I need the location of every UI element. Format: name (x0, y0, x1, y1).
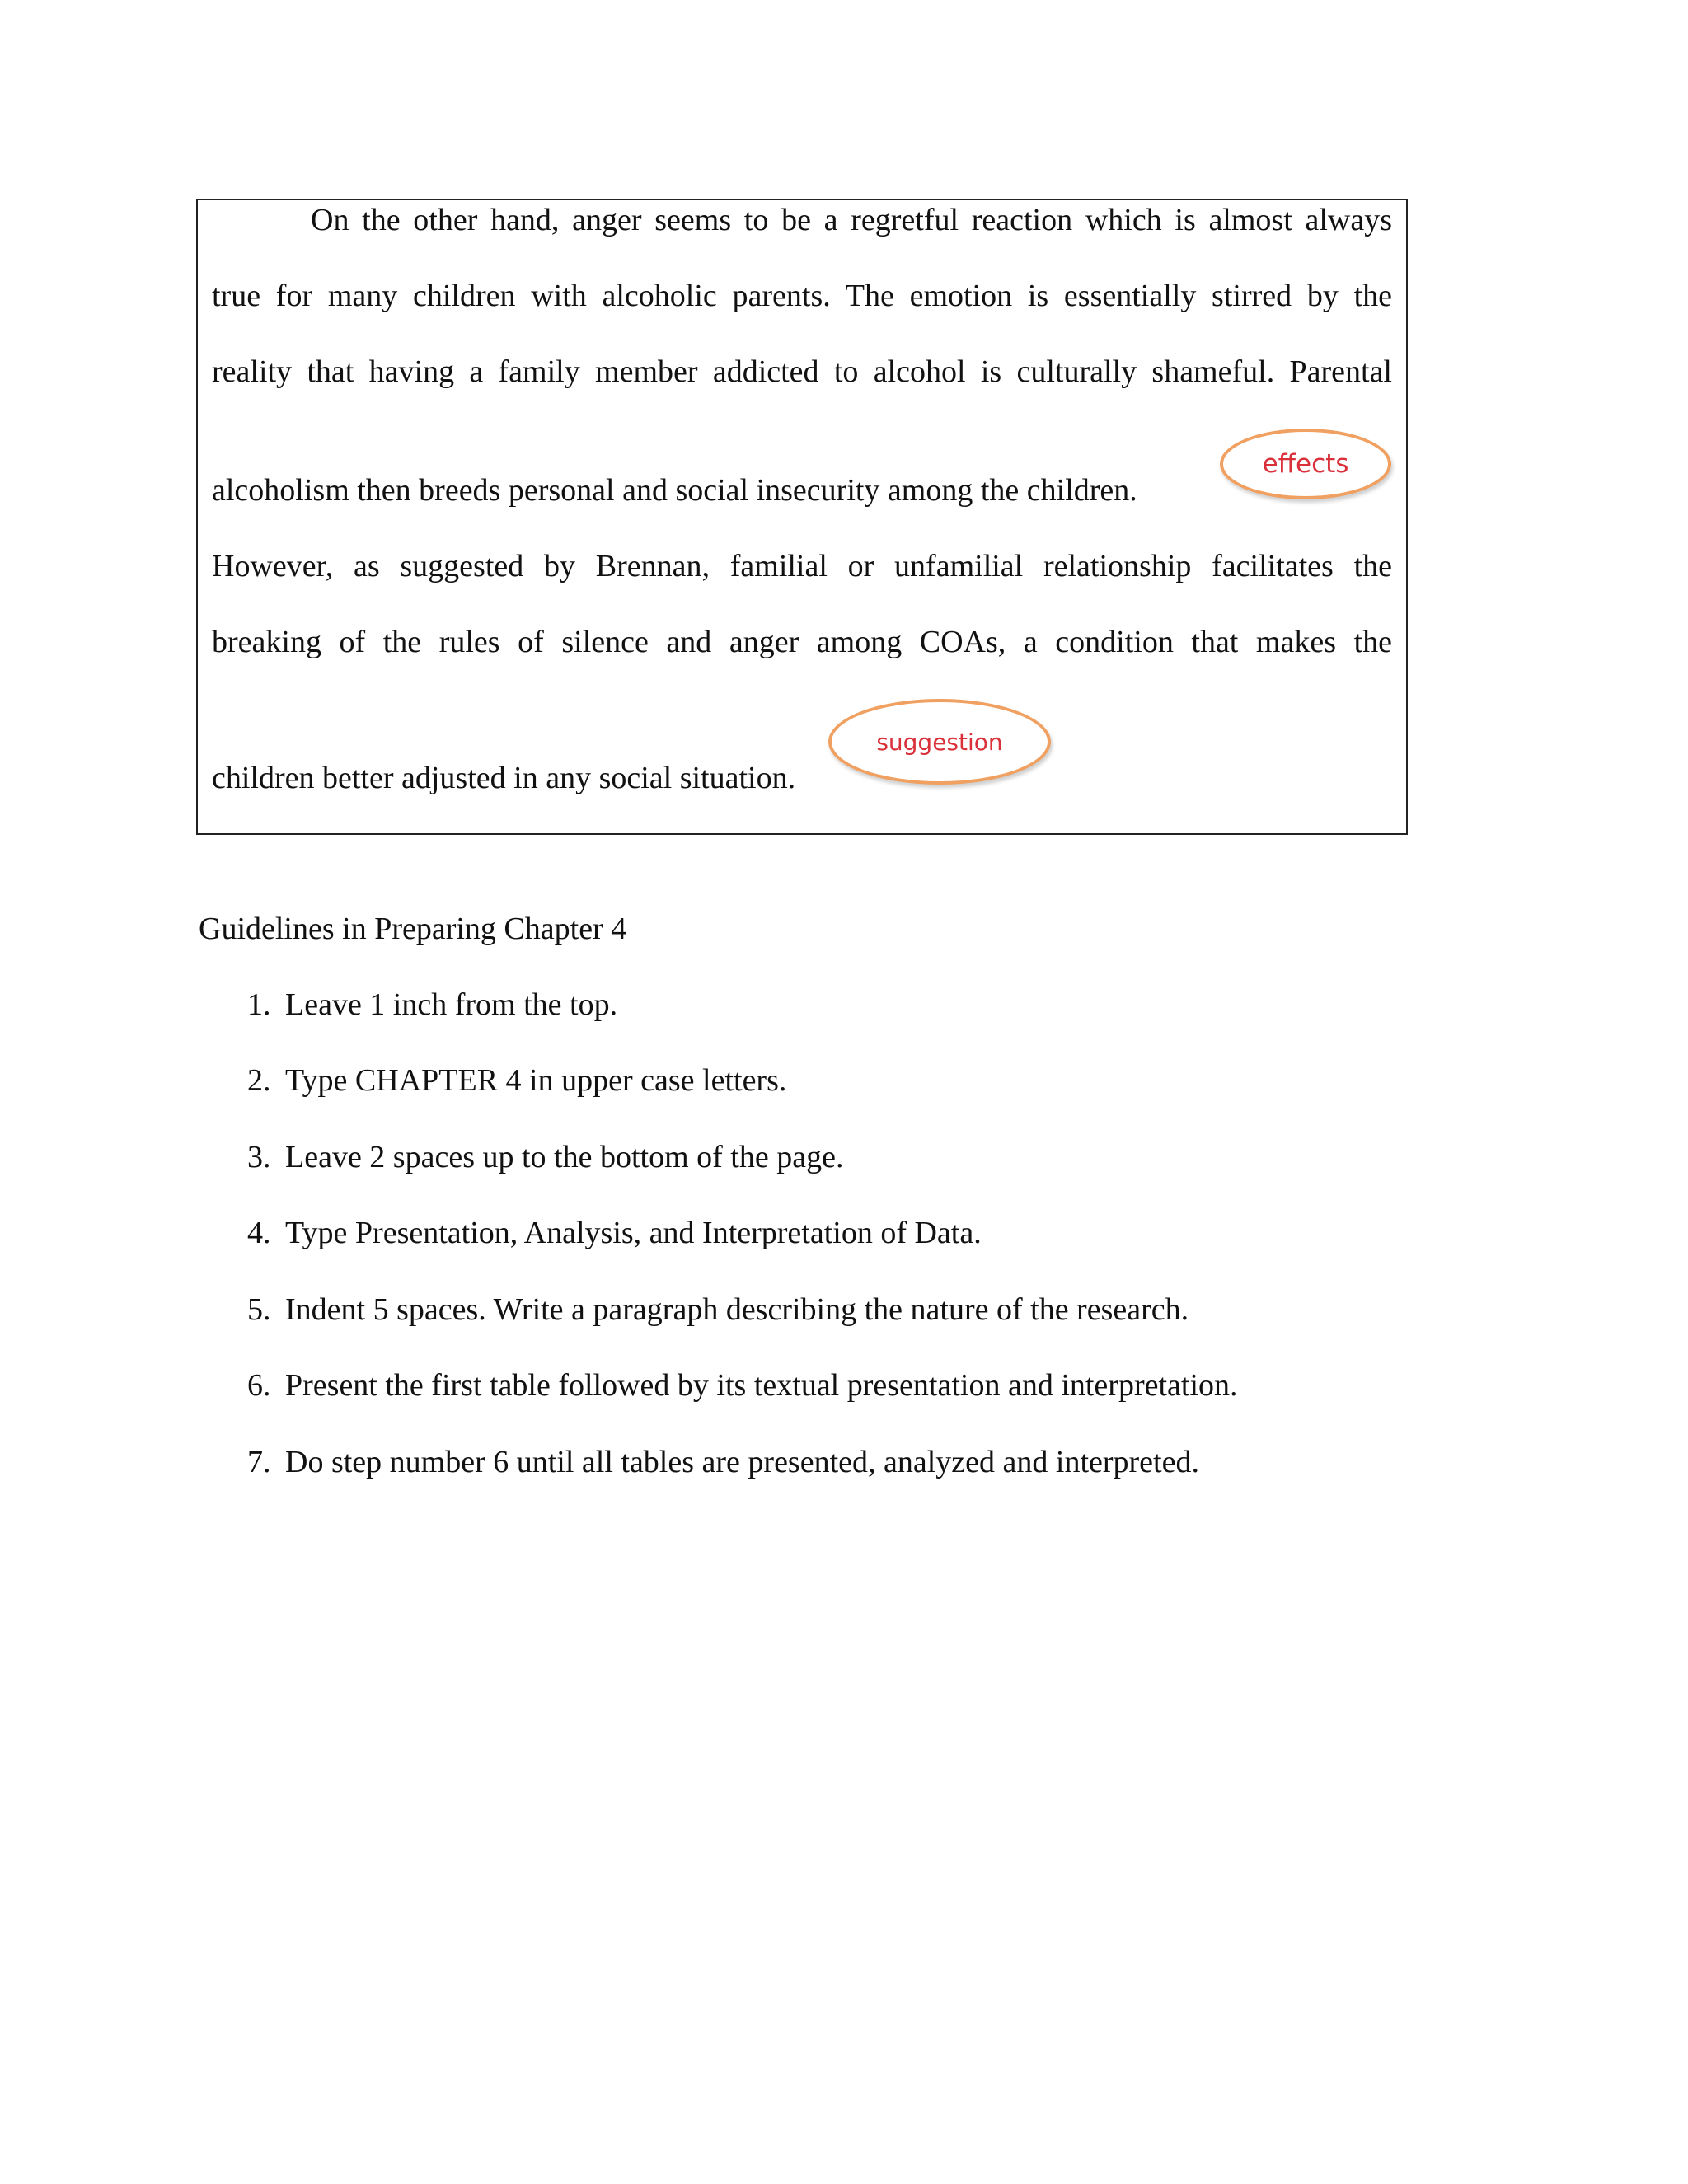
list-item (247, 1291, 1189, 1328)
list-item (247, 1139, 843, 1175)
step-text: Present the first table followed by its textual presentation and interpretation. (285, 1368, 1238, 1403)
excerpt-line: alcoholism then breeds personal and social insecurity among the children. (212, 473, 1137, 508)
excerpt-box (196, 199, 1408, 835)
excerpt-line: On the other hand, anger seems to be a regretful reaction which is almost always (311, 203, 1392, 237)
effects-annotation-label: effects (1262, 449, 1349, 479)
step-text: Leave 2 spaces up to the bottom of the page. (285, 1140, 844, 1174)
list-item (247, 1215, 982, 1251)
suggestion-annotation (828, 699, 1051, 785)
excerpt-line: breaking of the rules of silence and anger among COAs, a condition that makes the (212, 625, 1392, 659)
step-number: 5. (247, 1292, 271, 1327)
excerpt-line: However, as suggested by Brennan, familial or unfamilial relationship facilitates the (212, 549, 1392, 583)
step-number: 6. (247, 1368, 271, 1403)
excerpt-line: children better adjusted in any social situation. (212, 761, 796, 795)
guidelines-heading: Guidelines in Preparing Chapter 4 (199, 912, 627, 946)
list-item (247, 1444, 1199, 1480)
step-text: Type CHAPTER 4 in upper case letters. (285, 1063, 787, 1098)
list-item (247, 1367, 1238, 1404)
effects-annotation (1220, 429, 1391, 499)
step-number: 7. (247, 1445, 271, 1479)
step-number: 1. (247, 987, 271, 1022)
excerpt-line: reality that having a family member addicted to alcohol is culturally shameful. Parental (212, 354, 1392, 389)
step-text: Type Presentation, Analysis, and Interpretation of Data. (285, 1216, 982, 1250)
step-text: Do step number 6 until all tables are presented, analyzed and interpreted. (285, 1445, 1199, 1479)
excerpt-line: true for many children with alcoholic parents. The emotion is essentially stirred by the (212, 279, 1392, 313)
step-text: Leave 1 inch from the top. (285, 987, 618, 1022)
list-item (247, 987, 617, 1023)
step-number: 4. (247, 1216, 271, 1250)
step-number: 3. (247, 1140, 271, 1174)
list-item (247, 1062, 786, 1099)
step-text: Indent 5 spaces. Write a paragraph describing the nature of the research. (285, 1292, 1189, 1327)
suggestion-annotation-label: suggestion (876, 728, 1003, 756)
step-number: 2. (247, 1063, 271, 1098)
